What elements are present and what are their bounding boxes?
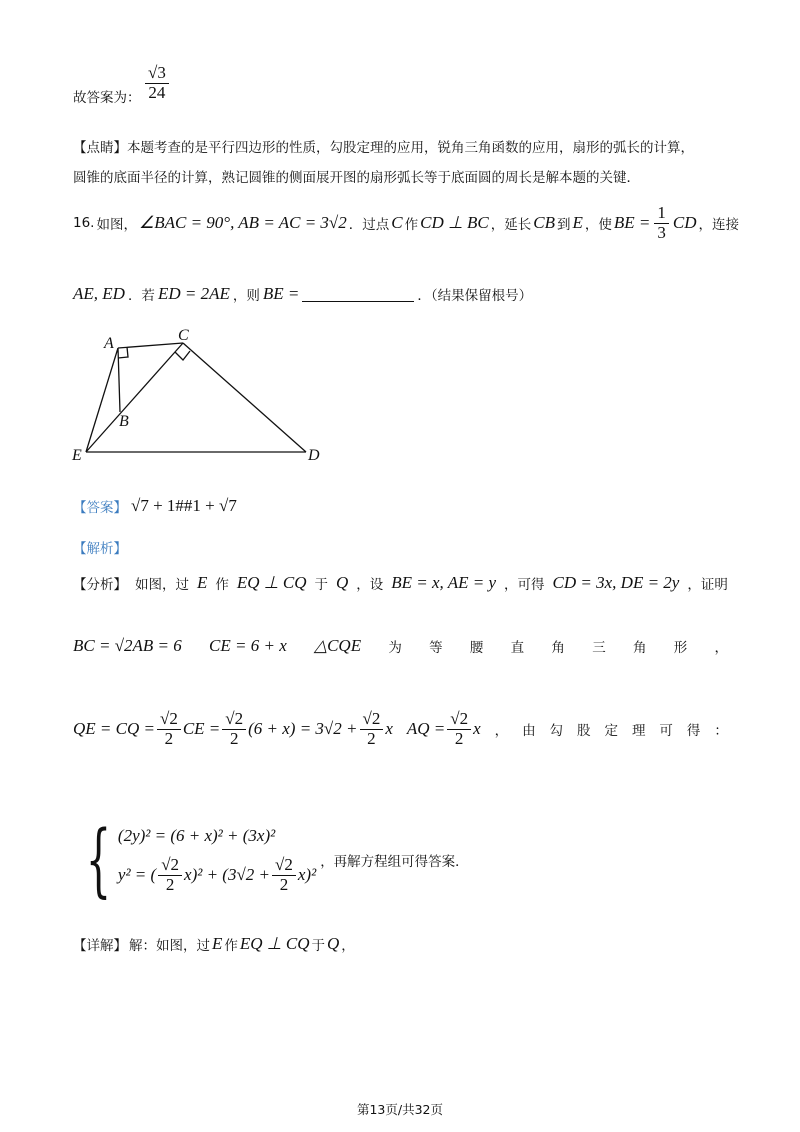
be-question: BE = [262,284,300,303]
fraction-numerator: √2 [222,710,246,730]
fraction-denominator: 24 [148,82,166,102]
segment-ae-line [86,348,118,452]
right-angle-mark-c [175,351,190,360]
fraction-numerator: √2 [360,710,384,730]
point-e: E [572,213,583,233]
analysis-tag: 【分析】 [73,577,127,593]
fraction-numerator: √3 [145,64,169,84]
fraction-numerator: √2 [157,710,181,730]
fraction-numerator: √2 [272,856,296,876]
analysis-word: 可 [659,723,673,740]
aq-eq: AQ = [406,719,446,739]
prev-answer-label: 故答案为： [73,90,141,106]
right-angle-mark-a [118,347,128,358]
analysis-word: 角 [632,640,647,656]
detail-point-q: Q [326,934,340,953]
problem-text-ze: ，则 [232,288,260,304]
answer-value: √7 + 1##1 + √7 [131,496,237,515]
prev-answer-fraction [143,64,171,102]
analysis-word: 角 [551,640,565,656]
analysis-word: 勾 [549,723,564,740]
analysis-text-kede: ，可得 [504,577,545,593]
be-equals: BE = [613,213,651,233]
answer-line [73,496,237,516]
segment-cb: CB [533,213,555,233]
analysis-word: 理 [631,723,646,740]
analysis-aq-expr [407,710,481,748]
analysis-text-rutu: 如图，过 [135,577,189,593]
cd-perp-bc: CD ⊥ BC [420,213,489,233]
analysis-text-zuo: 作 [215,577,229,593]
problem-text-ruo: ．若 [127,288,155,304]
analysis-word: 等 [429,640,443,656]
analysis-line-1 [73,573,728,593]
eq2-part-a: y² = ( [117,865,157,884]
qe-eq-cq: QE = CQ = [73,719,155,739]
analysis-word: ： [714,723,728,740]
system-brace: { [85,813,112,906]
analysis-word: 股 [577,723,591,740]
sqrt2-over-2 [360,710,384,748]
segments-ae-ed: AE, ED [73,284,125,303]
fraction-denominator: 2 [454,728,464,748]
analysis-line-2 [73,636,728,656]
analysis-bc: BC = √2AB = 6 [73,636,182,655]
segment-ec-line [86,343,183,452]
detail-text-3: 于 [311,938,325,954]
dianjing-tag: 【点睛】 [73,140,127,156]
fraction-denominator: 2 [164,728,174,748]
analysis-word: 得 [686,723,701,740]
ce-eq: CE = [182,719,221,739]
problem-text-lianjie: ，连接 [698,217,740,234]
eq2-part-c: x)² [297,865,317,884]
problem-text-yanchang: ，延长 [490,217,532,234]
figure-label-c: C [178,327,189,344]
analysis-point-q: Q [335,573,349,592]
fraction-denominator: 3 [657,222,666,242]
segment-cd: CD [672,213,697,233]
figure-label-b: B [119,413,129,430]
fraction-denominator: 2 [165,874,175,894]
segment-cd-line [183,343,306,452]
jiexi-tag: 【解析】 [73,541,127,557]
analysis-word: 为 [388,640,402,656]
condition-angle: ∠BAC = 90°, AB = AC = 3√2 [138,213,347,233]
detail-text-4: ， [341,938,355,954]
fraction-denominator: 2 [229,728,239,748]
problem-text-end: ．（结果保留根号） [417,288,533,304]
detail-text-2: 作 [224,938,238,954]
analysis-word: 定 [604,723,618,740]
problem-number: 16. [73,215,95,232]
problem-text-guodian: ．过点 [348,217,390,234]
dianjing-line-2: 圆锥的底面半径的计算，熟记圆锥的侧面展开图的扇形弧长等于底面圆的周长是解本题的关键． [73,170,640,186]
detail-tag: 【详解】 [73,938,127,954]
sqrt2-over-2 [447,710,471,748]
analysis-word: ， [714,640,728,656]
sqrt2-over-2 [222,710,246,748]
analysis-line-3 [73,710,728,748]
sqrt2-over-2 [272,856,296,894]
problem-line-1 [73,204,739,242]
fraction-numerator: √2 [447,710,471,730]
problem-text-dao: 到 [557,217,571,234]
analysis-qe-expr [73,710,393,748]
var-x: x [473,719,481,739]
analysis-ce: CE = 6 + x [209,636,287,655]
analysis-text-yu: 于 [314,577,328,593]
point-c: C [391,213,403,233]
var-x: x [385,719,393,739]
detail-point-e: E [212,934,223,953]
analysis-word: 由 [522,723,536,740]
detail-line [73,934,355,954]
page-footer: 第13页/共32页 [356,1102,444,1117]
equation-system [73,813,469,906]
problem-text-zuo: 作 [404,217,419,234]
analysis-word: 腰 [469,640,484,656]
fraction-numerator: √2 [158,856,182,876]
system-note: ，再解方程组可得答案． [320,854,469,870]
dianjing-text-1: 本题考查的是平行四边形的性质，勾股定理的应用，锐角三角函数的应用，扇形的弧长的计算， [127,140,694,156]
answer-tag: 【答案】 [73,500,127,516]
fraction-denominator: 2 [279,874,289,894]
analysis-point-e: E [197,573,208,592]
figure-label-d: D [308,447,320,464]
geometry-figure [70,326,330,466]
figure-label-e: E [72,447,82,464]
system-equation-1: (2y)² = (6 + x)² + (3x)² [117,825,276,845]
detail-text-1: 解：如图，过 [129,938,210,954]
analysis-eq-perp: EQ ⊥ CQ [236,573,307,592]
analysis-triangle-cqe: △CQE [314,636,362,655]
analysis-text-she: ，设 [356,577,384,593]
detail-eq-perp: EQ ⊥ CQ [239,934,310,953]
segment-ac-line [118,343,183,348]
analysis-word: ， [494,723,509,740]
problem-text-rutu: 如图， [96,217,137,234]
analysis-set-vars: BE = x, AE = y [391,573,497,592]
analysis-word: 三 [592,640,606,656]
eq2-part-b: x)² + (3√2 + [184,865,271,884]
answer-blank [302,287,414,302]
ed-equals-2ae: ED = 2AE [157,284,230,303]
problem-text-shi: ，使 [584,217,612,234]
fraction-denominator: 2 [367,728,376,748]
problem-line-2 [73,284,532,304]
analysis-word: 直 [510,640,525,656]
sqrt2-over-2 [157,710,181,748]
analysis-word: 形 [673,640,688,656]
one-third-fraction [654,204,669,242]
system-equation-2 [118,856,316,894]
figure-label-a: A [104,335,114,352]
dianjing-line-1 [73,136,694,156]
fraction-numerator: 1 [654,204,669,224]
analysis-result: CD = 3x, DE = 2y [552,573,680,592]
ce-expansion: (6 + x) = 3√2 + [248,719,358,739]
analysis-text-zhengming: ，证明 [687,577,728,593]
sqrt2-over-2 [158,856,182,894]
